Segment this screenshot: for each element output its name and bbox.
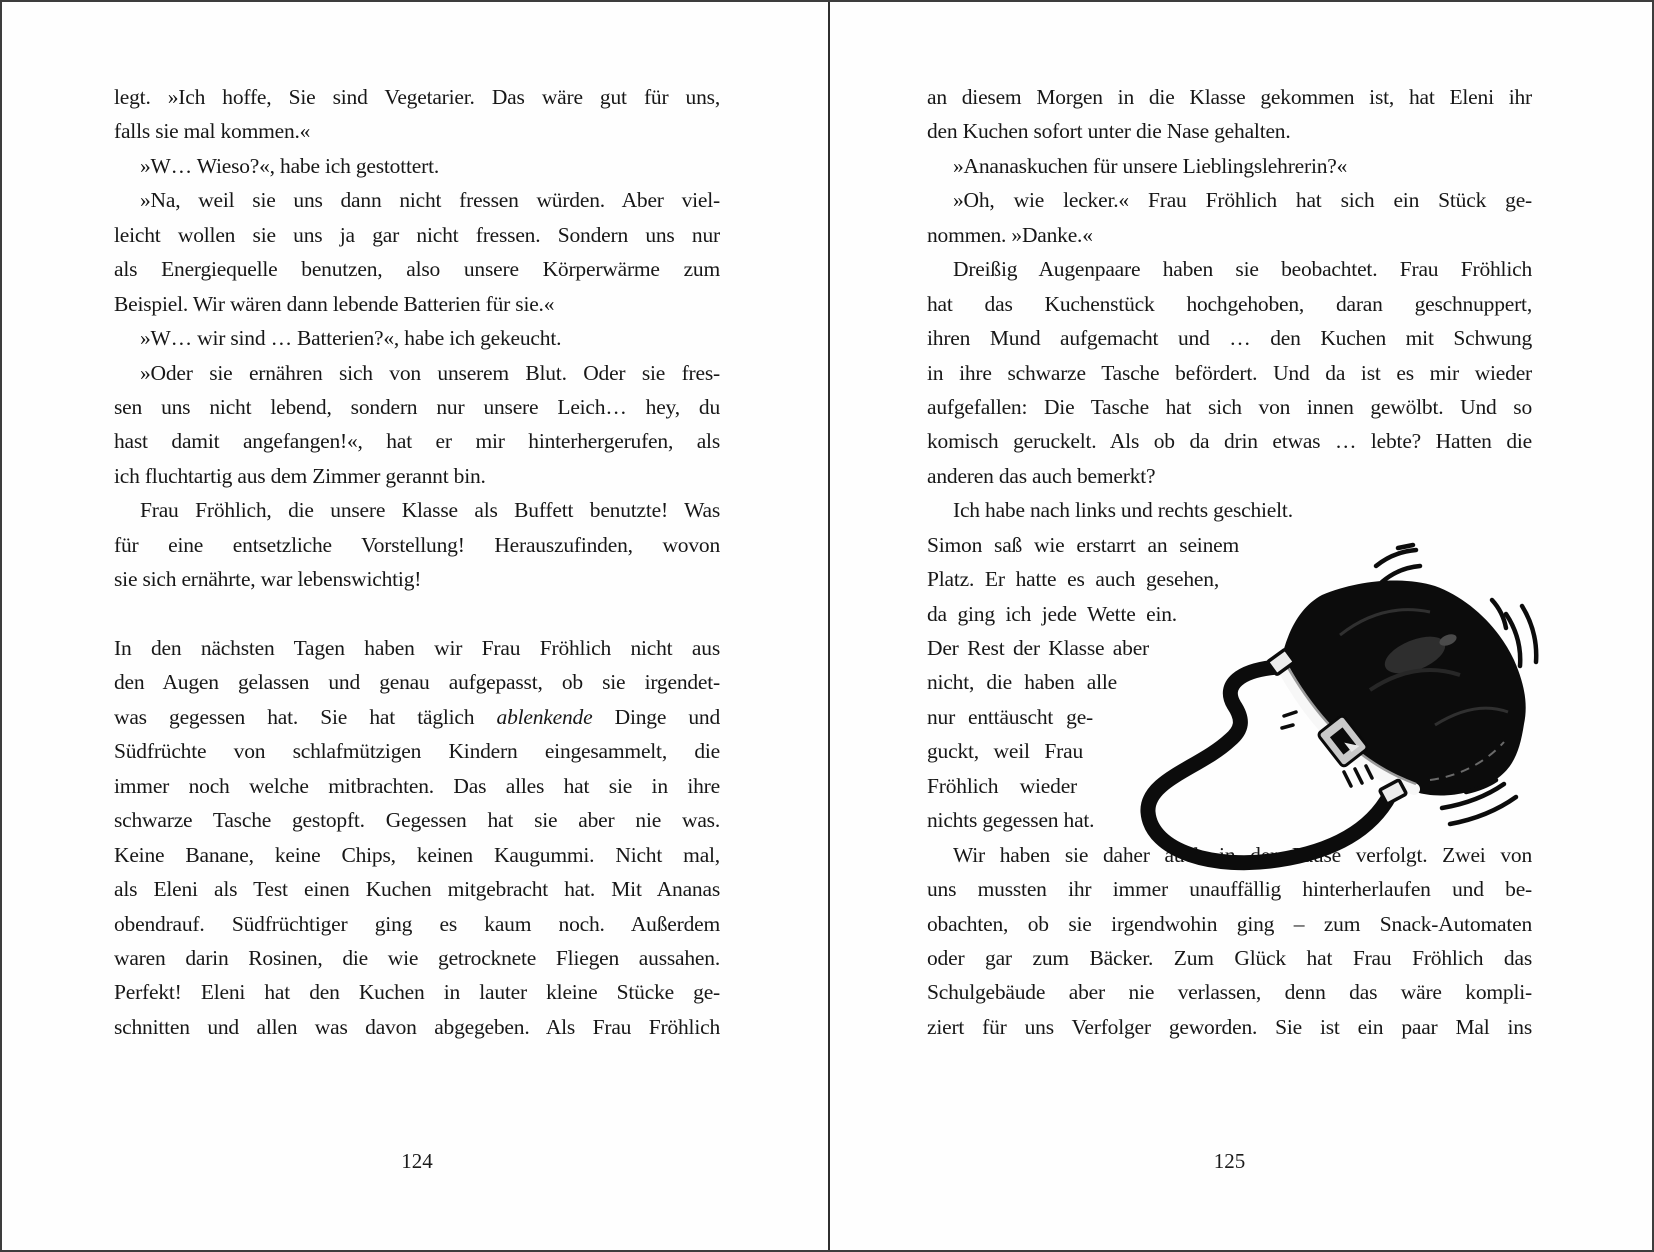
text-line: in ihre schwarze Tasche befördert. Und da ist es mir wieder xyxy=(927,360,1532,385)
text-line: nur enttäuscht ge- xyxy=(927,704,1093,729)
text-line: legt. »Ich hoffe, Sie sind Vegetarier. Das wäre gut für uns, xyxy=(114,85,720,109)
text-line: komisch geruckelt. Als ob da drin etwas … lebte? Hatten die xyxy=(927,429,1532,454)
text-line: falls sie mal kommen.« xyxy=(114,119,311,144)
text-line: Dreißig Augenpaare haben sie beobachtet. Frau Fröhlich xyxy=(953,257,1532,282)
text-line: obachten, ob sie irgendwohin ging – zum Snack-Automaten xyxy=(927,911,1532,936)
text-line: Platz. Er hatte es auch gesehen, xyxy=(927,567,1219,592)
text-line xyxy=(114,597,720,631)
motion-lines-top xyxy=(1376,545,1420,582)
text-line: Simon saß wie erstarrt an seinem xyxy=(927,532,1239,557)
text-line: Fröhlich wieder xyxy=(927,773,1077,798)
text-line: In den nächsten Tagen haben wir Frau Fröhlich nicht aus xyxy=(114,636,720,660)
text-line: immer noch welche mitbrachten. Das alles hat sie in ihre xyxy=(114,773,720,798)
text-line: Wir haben sie daher auch in der Pause verfolgt. Zwei von xyxy=(953,842,1532,867)
left-page-text xyxy=(114,80,720,1044)
text-line: oder gar zum Bäcker. Zum Glück hat Frau Fröhlich das xyxy=(927,945,1532,970)
text-line: was gegessen hat. Sie hat täglich ablenkende Dinge und xyxy=(114,704,720,729)
text-line: für eine entsetzliche Vorstellung! Herauszufinden, wovon xyxy=(114,532,720,557)
text-line: schnitten und allen was davon abgegeben. Als Frau Fröhlich xyxy=(114,1014,720,1039)
text-line: an diesem Morgen in die Klasse gekommen ist, hat Eleni ihr xyxy=(927,85,1532,109)
text-line: hat das Kuchenstück hochgehoben, daran geschnuppert, xyxy=(927,291,1532,316)
text-line: da ging ich jede Wette ein. xyxy=(927,601,1177,626)
text-line: Perfekt! Eleni hat den Kuchen in lauter kleine Stücke ge- xyxy=(114,980,720,1005)
text-line: sie sich ernährte, war lebenswichtig! xyxy=(114,567,422,592)
text-line: Beispiel. Wir wären dann lebende Batterien für sie.« xyxy=(114,291,555,316)
text-line: den Kuchen sofort unter die Nase gehalten. xyxy=(927,119,1291,144)
text-line: guckt, weil Frau xyxy=(927,739,1083,764)
text-line: sen uns nicht lebend, sondern nur unsere Leich… hey, du xyxy=(114,394,720,419)
text-line: »Oh, wie lecker.« Frau Fröhlich hat sich ein Stück ge- xyxy=(953,188,1532,213)
text-line: als Eleni als Test einen Kuchen mitgebracht hat. Mit Ananas xyxy=(114,877,720,902)
text-line: als Energiequelle benutzen, also unsere Körperwärme zum xyxy=(114,257,720,282)
text-line: »Ananaskuchen für unsere Lieblingslehrerin?« xyxy=(953,153,1348,178)
page-number-left: 124 xyxy=(401,1149,433,1173)
text-line: Keine Banane, keine Chips, keinen Kaugummi. Nicht mal, xyxy=(114,842,720,867)
text-line: leicht wollen sie uns ja gar nicht fressen. Sondern uns nur xyxy=(114,222,720,247)
text-line: nommen. »Danke.« xyxy=(927,222,1093,247)
text-line: nicht, die haben alle xyxy=(927,670,1117,695)
text-line: ich fluchtartig aus dem Zimmer gerannt bin. xyxy=(114,463,486,488)
text-line: ihren Mund aufgemacht und … den Kuchen mit Schwung xyxy=(927,326,1532,351)
handbag-illustration xyxy=(1130,540,1542,912)
text-line: ziert für uns Verfolger geworden. Sie ist ein paar Mal ins xyxy=(927,1014,1532,1039)
bag-body xyxy=(1280,580,1526,795)
text-line: Schulgebäude aber nie verlassen, denn das wäre kompli- xyxy=(927,980,1532,1005)
text-line: »W… Wieso?«, habe ich gestottert. xyxy=(140,153,440,178)
text-line: »W… wir sind … Batterien?«, habe ich gekeucht. xyxy=(140,326,562,351)
text-line: hast damit angefangen!«, hat er mir hinterhergerufen, als xyxy=(114,429,720,454)
page-number-right: 125 xyxy=(1213,1149,1246,1173)
text-line: Frau Fröhlich, die unsere Klasse als Buffett benutzte! Was xyxy=(140,498,720,523)
text-line: »Na, weil sie uns dann nicht fressen würden. Aber viel- xyxy=(140,188,720,213)
text-line: Südfrüchte von schlafmützigen Kindern eingesammelt, die xyxy=(114,739,720,764)
text-line: den Augen gelassen und genau aufgepasst, ob sie irgendet- xyxy=(114,670,720,695)
text-line: »Oder sie ernähren sich von unserem Blut. Oder sie fres- xyxy=(140,360,720,385)
text-line: uns mussten ihr immer unauffällig hinterherlaufen und be- xyxy=(927,877,1532,902)
text-line: obendrauf. Südfrüchtiger ging es kaum noch. Außerdem xyxy=(114,911,720,936)
text-line: Der Rest der Klasse aber xyxy=(927,636,1149,660)
text-line: nichts gegessen hat. xyxy=(927,808,1095,833)
text-line: Ich habe nach links und rechts geschielt. xyxy=(953,498,1293,523)
text-line: schwarze Tasche gestopft. Gegessen hat sie aber nie was. xyxy=(114,808,720,833)
text-line: waren darin Rosinen, die wie getrocknete Fliegen aussahen. xyxy=(114,945,720,970)
gutter-divider xyxy=(828,2,830,1252)
text-line: anderen das auch bemerkt? xyxy=(927,463,1156,488)
strap-ring-bottom xyxy=(1380,780,1407,804)
text-line: aufgefallen: Die Tasche hat sich von innen gewölbt. Und so xyxy=(927,394,1532,419)
